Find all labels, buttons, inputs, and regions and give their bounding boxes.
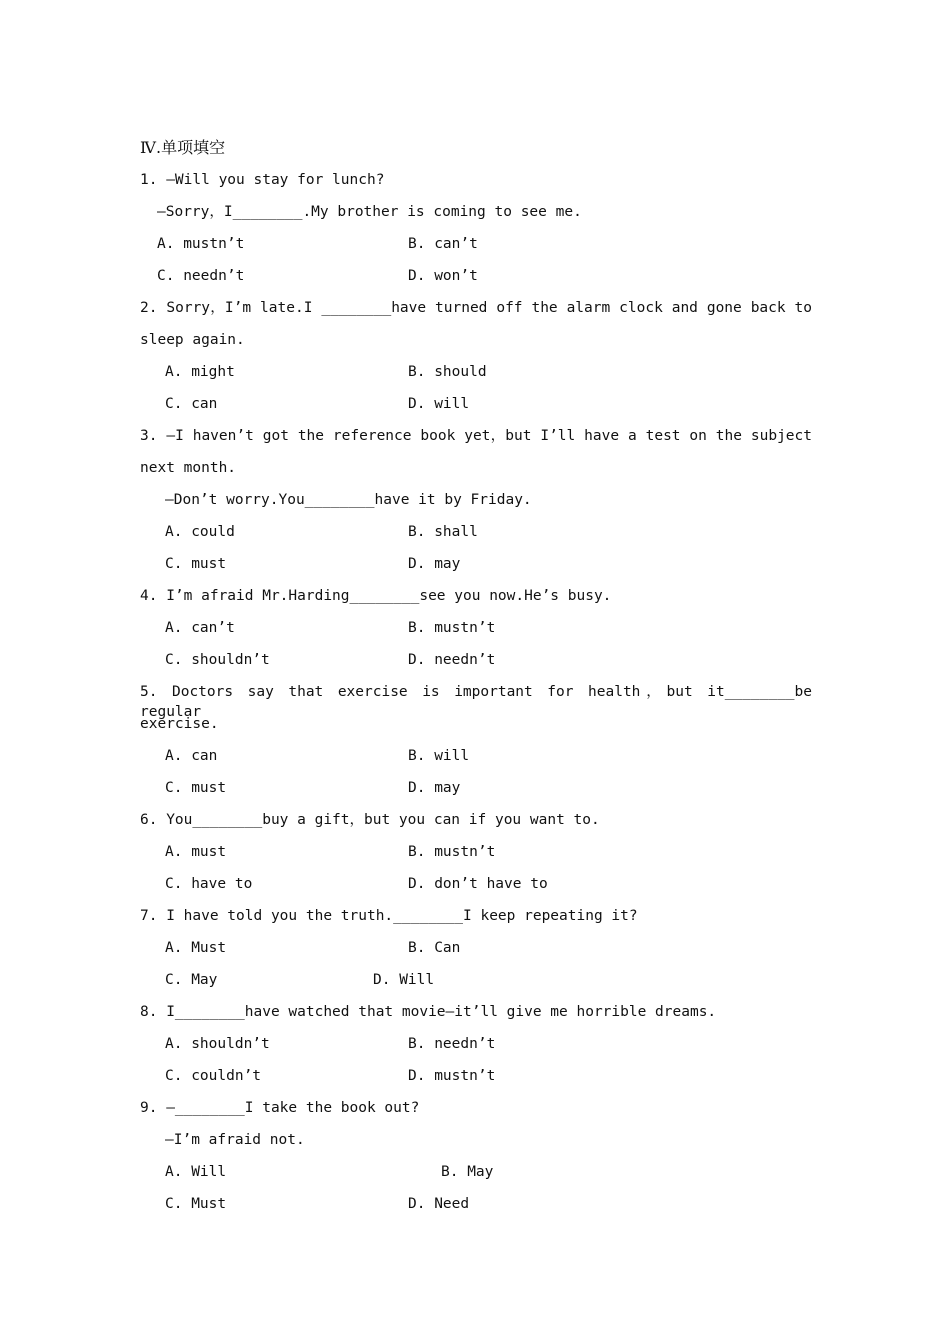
- section-heading: Ⅳ.单项填空: [140, 138, 226, 157]
- question-3-option-c: C. must: [165, 556, 227, 572]
- question-2-option-d: D. will: [408, 396, 470, 412]
- question-6-option-b: B. mustn’t: [408, 844, 496, 860]
- question-7-option-a: A. Must: [165, 940, 227, 956]
- question-7-option-d: D. Will: [373, 972, 435, 988]
- question-7-stem: 7. I have told you the truth.________I keep repeating it?: [140, 908, 638, 924]
- question-5-stem: 5. Doctors say that exercise is important for health，but it________be regular: [140, 684, 812, 720]
- question-4-option-a: A. can’t: [165, 620, 235, 636]
- question-8-option-a: A. shouldn’t: [165, 1036, 270, 1052]
- question-1-option-d: D. won’t: [408, 268, 478, 284]
- question-2-stem: 2. Sorry，I’m late.I ________have turned off the alarm clock and gone back to: [140, 300, 812, 316]
- question-6-option-d: D. don’t have to: [408, 876, 548, 892]
- question-8-stem: 8. I________have watched that movie—it’ll give me horrible dreams.: [140, 1004, 717, 1020]
- question-4-option-b: B. mustn’t: [408, 620, 496, 636]
- question-5-option-b: B. will: [408, 748, 470, 764]
- question-3-stem-continued: next month.: [140, 460, 237, 476]
- question-7-option-b: B. Can: [408, 940, 461, 956]
- question-9-option-b: B. May: [441, 1164, 494, 1180]
- question-3-option-b: B. shall: [408, 524, 478, 540]
- question-9-reply: —I’m afraid not.: [165, 1132, 305, 1148]
- question-1-reply: —Sorry，I________.My brother is coming to see me.: [157, 204, 582, 220]
- question-6-stem: 6. You________buy a gift，but you can if you want to.: [140, 812, 600, 828]
- question-4-option-d: D. needn’t: [408, 652, 496, 668]
- question-6-option-c: C. have to: [165, 876, 253, 892]
- question-3-stem: 3. —I haven’t got the reference book yet，but I’ll have a test on the subject: [140, 428, 812, 444]
- question-3-reply: —Don’t worry.You________have it by Friday.: [165, 492, 532, 508]
- question-2-option-a: A. might: [165, 364, 235, 380]
- question-8-option-c: C. couldn’t: [165, 1068, 262, 1084]
- question-5-option-c: C. must: [165, 780, 227, 796]
- question-2-stem-continued: sleep again.: [140, 332, 245, 348]
- question-5-option-a: A. can: [165, 748, 218, 764]
- question-3-option-d: D. may: [408, 556, 461, 572]
- question-5-stem-continued: exercise.: [140, 716, 219, 732]
- question-1-option-a: A. mustn’t: [157, 236, 245, 252]
- question-8-option-b: B. needn’t: [408, 1036, 496, 1052]
- question-6-option-a: A. must: [165, 844, 227, 860]
- question-7-option-c: C. May: [165, 972, 218, 988]
- question-9-stem: 9. —________I take the book out?: [140, 1100, 420, 1116]
- question-9-option-c: C. Must: [165, 1196, 227, 1212]
- question-4-option-c: C. shouldn’t: [165, 652, 270, 668]
- question-9-option-a: A. Will: [165, 1164, 227, 1180]
- question-2-option-c: C. can: [165, 396, 218, 412]
- question-1-option-b: B. can’t: [408, 236, 478, 252]
- question-8-option-d: D. mustn’t: [408, 1068, 496, 1084]
- question-1-option-c: C. needn’t: [157, 268, 245, 284]
- question-5-option-d: D. may: [408, 780, 461, 796]
- question-4-stem: 4. I’m afraid Mr.Harding________see you now.He’s busy.: [140, 588, 612, 604]
- question-2-option-b: B. should: [408, 364, 487, 380]
- question-3-option-a: A. could: [165, 524, 235, 540]
- question-1-stem: 1. —Will you stay for lunch?: [140, 172, 385, 188]
- question-9-option-d: D. Need: [408, 1196, 470, 1212]
